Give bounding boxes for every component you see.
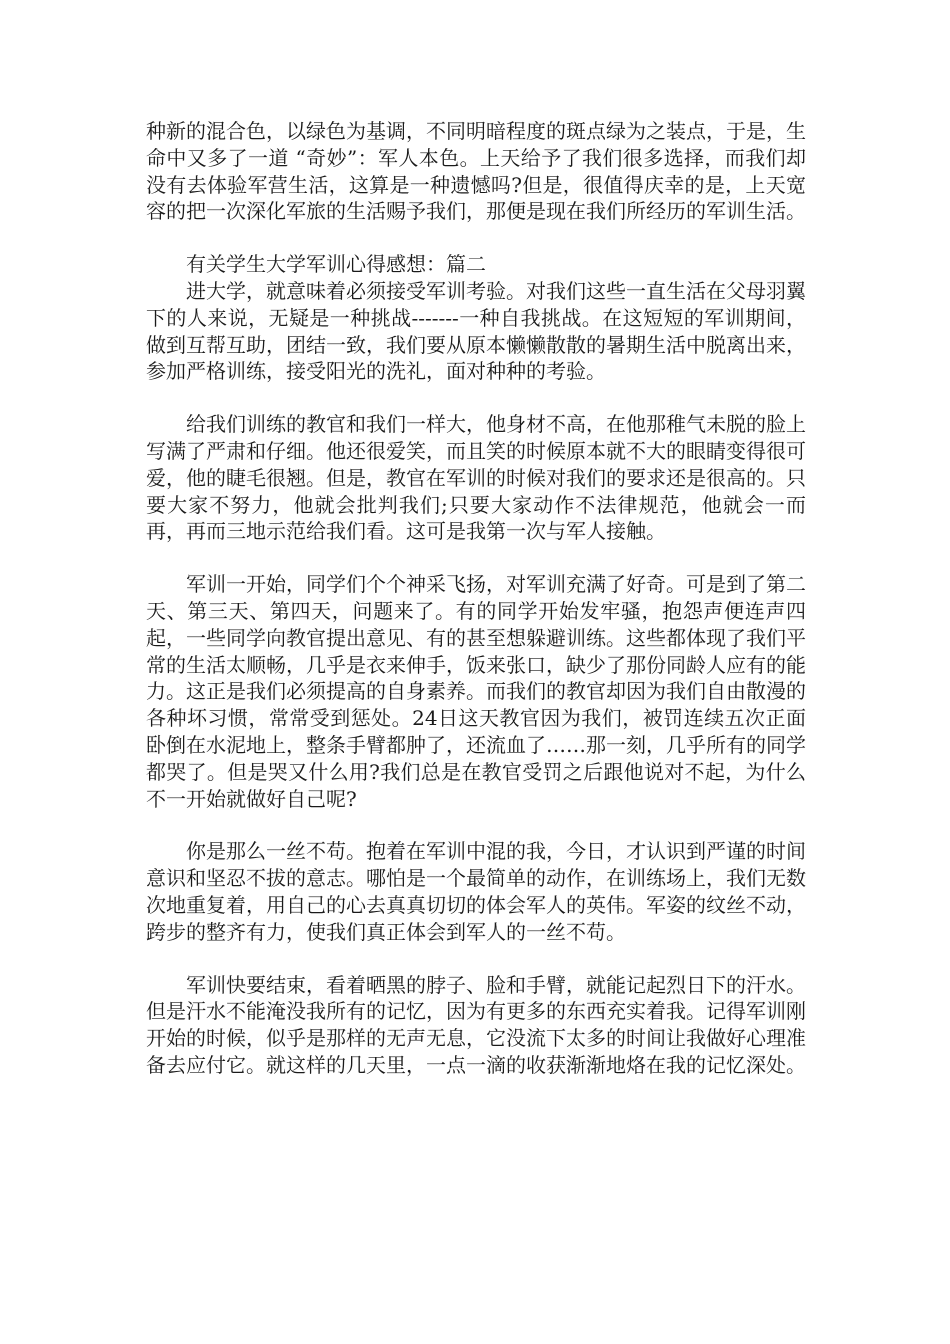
paragraph-5: 军训快要结束，看着晒黑的脖子、脸和手臂，就能记起烈日下的汗水。但是汗水不能淹没我所有的记忆，因为有更多的东西充实着我。记得军训刚开始的时候，似乎是那样的无声无息，它没流下太多的时间让我做好心理准备去应付它。就这样的几天里，一点一滴的收获渐渐地烙在我的记忆深处。 (146, 972, 806, 1077)
paragraph-3: 军训一开始，同学们个个神采飞扬，对军训充满了好奇。可是到了第二天、第三天、第四天，问题来了。有的同学开始发牢骚，抱怨声便连声四起，一些同学向教官提出意见、有的甚至想躲避训练。这些都体现了我们平常的生活太顺畅，几乎是衣来伸手，饭来张口，缺少了那份同龄人应有的能力。这正是我们必须提高的自身素养。而我们的教官却因为我们自由散漫的各种坏习惯，常常受到惩处。24日这天教官因为我们，被罚连续五次正面卧倒在水泥地上，整条手臂都肿了，还流血了……那一刻，几乎所有的同学都哭了。但是哭又什么用?我们总是在教官受罚之后跟他说对不起，为什么不一开始就做好自己呢? (146, 572, 806, 811)
intro-paragraph: 种新的混合色，以绿色为基调，不同明暗程度的斑点绿为之装点，于是，生命中又多了一道 “奇妙”：军人本色。上天给予了我们很多选择，而我们却没有去体验军营生活，这算是一种遗憾吗?但是，很值得庆幸的是，上天宽容的把一次深化军旅的生活赐予我们，那便是现在我们所经历的军训生活。 (146, 119, 806, 224)
paragraph-1: 进大学，就意味着必须接受军训考验。对我们这些一直生活在父母羽翼下的人来说，无疑是一种挑战-------一种自我挑战。在这短短的军训期间，做到互帮互助，团结一致，我们要从原本懒懒散散的暑期生活中脱离出来，参加严格训练，接受阳光的洗礼，面对种种的考验。 (146, 278, 806, 384)
document-page (146, 118, 806, 1079)
section-heading: 有关学生大学军训心得感想：篇二 (186, 252, 486, 277)
paragraph-2: 给我们训练的教官和我们一样大，他身材不高，在他那稚气未脱的脸上写满了严肃和仔细。他还很爱笑，而且笑的时候原本就不大的眼睛变得很可爱，他的睫毛很翘。但是，教官在军训的时候对我们的要求还是很高的。只要大家不努力，他就会批判我们;只要大家动作不法律规范，他就会一而再，再而三地示范给我们看。这可是我第一次与军人接触。 (146, 412, 806, 544)
paragraph-4: 你是那么一丝不苟。抱着在军训中混的我，今日，才认识到严谨的时间意识和坚忍不拔的意志。哪怕是一个最简单的动作，在训练场上，我们无数次地重复着，用自己的心去真真切切的体会军人的英伟。军姿的纹丝不动，跨步的整齐有力，使我们真正体会到军人的一丝不苟。 (146, 839, 806, 944)
